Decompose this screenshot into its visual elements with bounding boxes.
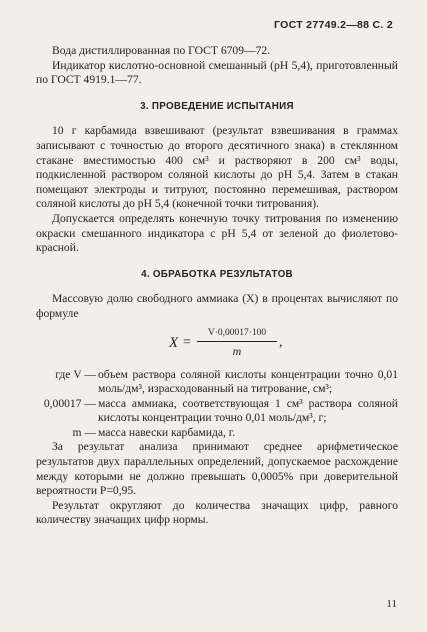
definition-item	[36, 426, 398, 441]
formula-lhs: X	[169, 334, 179, 351]
page-body	[36, 44, 398, 528]
formula-comma: ,	[279, 334, 283, 350]
intro-line-2: Индикатор кислотно-основной смешанный (pH 5,4), приготовленный по ГОСТ 4919.1—77.	[36, 58, 398, 87]
section-4-intro: Массовую долю свободного аммиака (X) в процентах вычисляют по формуле	[36, 292, 398, 320]
page-header: ГОСТ 27749.2—88 С. 2	[274, 19, 393, 31]
formula-denominator: m	[232, 344, 242, 359]
formula-fraction	[197, 326, 277, 359]
section-3-title: 3. ПРОВЕДЕНИЕ ИСПЫТАНИЯ	[140, 100, 294, 112]
definitions-list	[36, 368, 398, 441]
definition-text: объем раствора соляной кислоты концентрации точно 0,01 моль/дм³, израсходованный на титрование, см³;	[98, 367, 398, 396]
section-3-paragraph-1: 10 г карбамида взвешивают (результат взвешивания в граммах записывают с точностью до второго десятичного знака) в стеклянном стакане вместимостью 400 см³ и растворяют в 200 см³ воды, подкисленной раствором соляной кислоты до pH 5,4. Затем в стакан помещают электроды и титруют, постоянно перемешивая, раствором соляной кислоты до pH 5,4 (конечной точки титрования).	[36, 124, 398, 211]
definition-text: масса аммиака, соответствующая 1 см³ раствора соляной кислоты концентрации точно 0,01 моль/дм³, г;	[98, 396, 398, 425]
section-4-title: 4. ОБРАБОТКА РЕЗУЛЬТАТОВ	[141, 268, 293, 280]
section-4-paragraph-1: За результат анализа принимают среднее арифметическое результатов двух параллельных определений, допускаемое расхождение между которыми не должно превышать 0,0005% при доверительной вероятности P=0,95.	[36, 440, 398, 498]
definition-symbol: m —	[72, 425, 96, 439]
definition-item	[36, 397, 398, 426]
definition-text: масса навески карбамида, г.	[98, 425, 236, 439]
formula-numerator: V·0,00017·100	[197, 326, 277, 343]
section-3-paragraph-2: Допускается определять конечную точку титрования по изменению окраски смешанного индикатора с pH 5,4 от зеленой до фиолетово-красной.	[36, 211, 398, 255]
formula-equals: =	[183, 334, 191, 350]
page-number: 11	[386, 598, 397, 610]
definition-symbol: где V —	[55, 367, 96, 381]
definition-symbol: 0,00017 —	[43, 396, 96, 410]
formula	[36, 326, 398, 364]
definition-item	[36, 368, 398, 397]
section-4-paragraph-2: Результат округляют до количества значащих цифр, равного количеству значащих цифр нормы.	[36, 498, 398, 527]
intro-line-1: Вода дистиллированная по ГОСТ 6709—72.	[52, 44, 271, 57]
